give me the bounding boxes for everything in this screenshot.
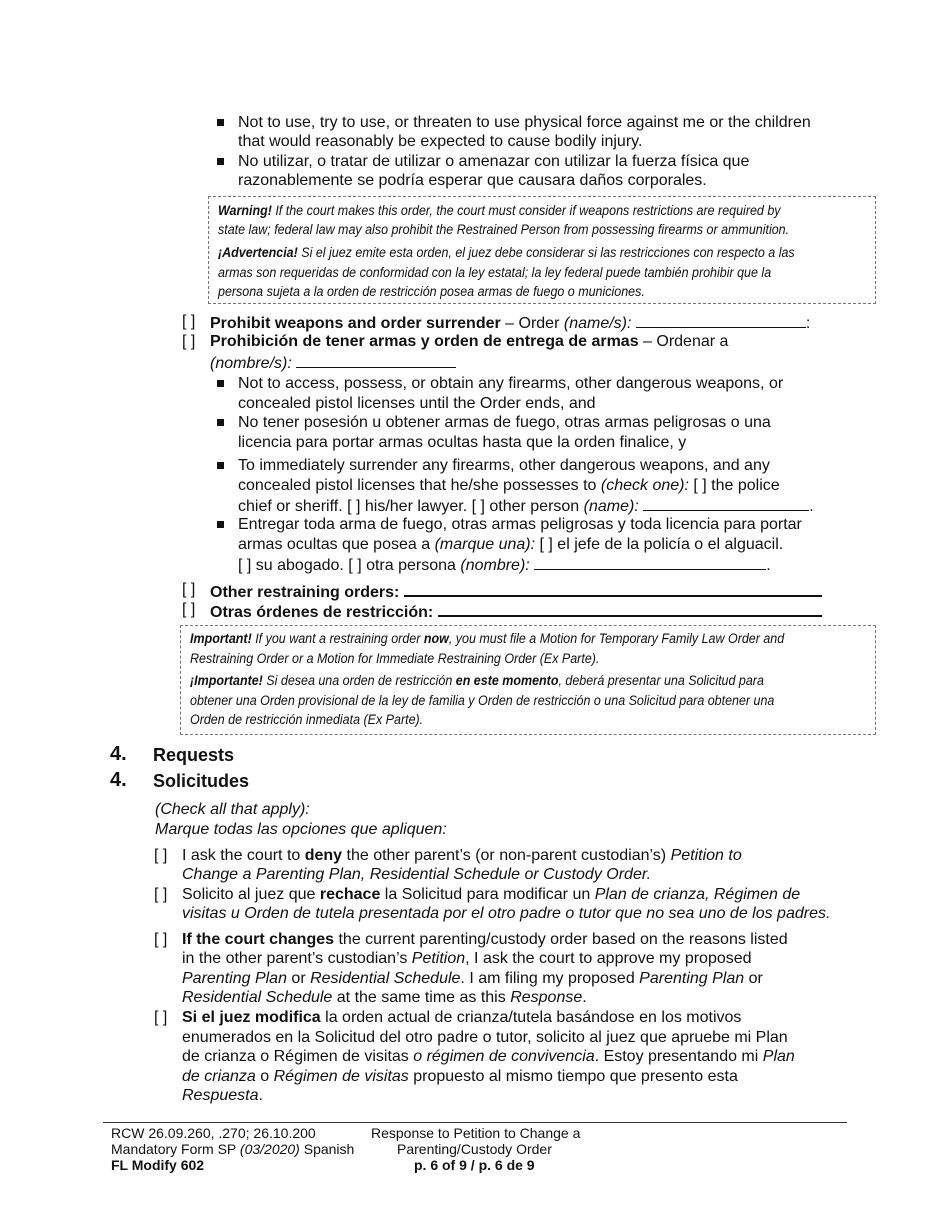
changes-text-es: enumerados en la Solicitud del otro padre o tutor, solicito al juez que apruebe mi Plan <box>182 1029 788 1046</box>
bullet-text: No utilizar, o tratar de utilizar o amenazar con utilizar la fuerza física que <box>238 153 750 170</box>
bullet-text: Entregar toda arma de fuego, otras armas peligrosas y toda licencia para portar <box>238 516 802 533</box>
changes-text-es: de crianza o Régimen de visitas propuesto al mismo tiempo que presento esta <box>182 1068 738 1085</box>
footer-title: Parenting/Custody Order <box>397 1141 552 1157</box>
changes-text: Residential Schedule at the same time as this Response. <box>182 989 587 1006</box>
bullet-text: concealed pistol licenses that he/she possesses to (check one): [ ] the police <box>238 477 780 494</box>
bullet-marker <box>217 119 224 126</box>
other-person-field[interactable] <box>643 495 809 511</box>
important-text-es: Orden de restricción inmediata (Ex Parte). <box>190 712 424 728</box>
section-title-es: Solicitudes <box>153 771 250 791</box>
bullet-marker <box>217 380 224 387</box>
section-number: 4. <box>110 743 127 765</box>
important-text-es: obtener una Orden provisional de la ley de familia y Orden de restricción o una Solicitud para obtener una <box>190 693 775 709</box>
bullet-marker <box>217 158 224 165</box>
footer-title: Response to Petition to Change a <box>371 1125 581 1141</box>
bullet-text: Not to access, possess, or obtain any firearms, other dangerous weapons, or <box>238 375 784 392</box>
check-instruction: (Check all that apply): <box>155 801 310 818</box>
other-orders-checkbox-es[interactable]: [ ] <box>182 601 196 618</box>
bullet-text: No tener posesión u obtener armas de fuego, otras armas peligrosas o una <box>238 414 771 431</box>
weapons-checkbox-es[interactable]: [ ] <box>182 333 196 350</box>
warning-text-en: state law; federal law may also prohibit the Restrained Person from possessing firearms or ammunition. <box>218 222 790 238</box>
bullet-text: razonablemente se podría esperar que causara daños corporales. <box>238 172 707 189</box>
changes-text-es: Respuesta. <box>182 1087 263 1104</box>
changes-text: in the other parent’s custodian’s Petition, I ask the court to approve my proposed <box>182 950 752 967</box>
changes-checkbox-es[interactable]: [ ] <box>154 1009 168 1026</box>
footer-form: Mandatory Form SP (03/2020) Spanish <box>111 1141 355 1157</box>
section-number: 4. <box>110 769 127 791</box>
bullet-text: that would reasonably be expected to cause bodily injury. <box>238 133 643 150</box>
footer-form-id: FL Modify 602 <box>111 1157 205 1173</box>
important-text-en: Important! If you want a restraining order now, you must file a Motion for Temporary Family Law Order and <box>190 631 785 647</box>
warning-text-es: persona sujeta a la orden de restricción posea armas de fuego o municiones. <box>218 284 645 300</box>
page-number: p. 6 of 9 / p. 6 de 9 <box>414 1157 535 1173</box>
changes-text: Parenting Plan or Residential Schedule. I am filing my proposed Parenting Plan or <box>182 970 763 987</box>
weapons-checkbox[interactable]: [ ] <box>182 313 196 330</box>
weapons-name-field[interactable] <box>636 312 806 328</box>
bullet-text: [ ] su abogado. [ ] otra persona (nombre): . <box>238 554 771 575</box>
section-title: Requests <box>153 745 235 765</box>
changes-checkbox[interactable]: [ ] <box>154 931 168 948</box>
footer-rule <box>103 1122 847 1123</box>
police-checkbox[interactable]: [ ] <box>693 477 707 494</box>
other-orders-field[interactable] <box>404 580 822 597</box>
check-instruction-es: Marque todas las opciones que apliquen: <box>155 821 447 838</box>
changes-text-es: Si el juez modifica la orden actual de crianza/tutela basándose en los motivos <box>182 1009 742 1026</box>
warning-text-es: armas son requeridas de conformidad con la ley estatal; la ley federal puede también prohibir que la <box>218 265 772 281</box>
deny-checkbox-es[interactable]: [ ] <box>154 886 168 903</box>
bullet-text: chief or sheriff. [ ] his/her lawyer. [ ] other person (name): . <box>238 495 814 516</box>
bullet-text: To immediately surrender any firearms, other dangerous weapons, and any <box>238 457 770 474</box>
weapons-label-en: Prohibit weapons and order surrender – Order (name/s): : <box>210 312 810 333</box>
warning-text-es: ¡Advertencia! Si el juez emite esta orden, el juez debe considerar si las restricciones con respecto a las <box>218 245 795 261</box>
other-orders-checkbox[interactable]: [ ] <box>182 581 196 598</box>
footer-statute: RCW 26.09.260, .270; 26.10.200 <box>111 1125 316 1141</box>
weapons-name-field-es[interactable] <box>296 352 456 368</box>
weapons-name-es: (nombre/s): <box>210 352 456 373</box>
bullet-text: Not to use, try to use, or threaten to use physical force against me or the children <box>238 114 811 131</box>
deny-text-es: visitas u Orden de tutela presentada por el otro padre o tutor que no sea uno de los padres. <box>182 905 831 922</box>
weapons-label-es: Prohibición de tener armas y orden de entrega de armas – Ordenar a <box>210 333 729 350</box>
other-orders-field-es[interactable] <box>438 600 822 617</box>
police-checkbox-es[interactable]: [ ] <box>539 536 553 553</box>
bullet-text: armas ocultas que posea a (marque una): [ ] el jefe de la policía o el alguacil. <box>238 536 784 553</box>
deny-text-es: Solicito al juez que rechace la Solicitud para modificar un Plan de crianza, Régimen de <box>182 886 801 903</box>
changes-text: If the court changes the current parenting/custody order based on the reasons listed <box>182 931 788 948</box>
important-text-en: Restraining Order or a Motion for Immediate Restraining Order (Ex Parte). <box>190 651 600 667</box>
bullet-marker <box>217 419 224 426</box>
changes-text-es: de crianza o Régimen de visitas o régimen de convivencia. Estoy presentando mi Plan <box>182 1048 795 1065</box>
important-text-es: ¡Importante! Si desea una orden de restricción en este momento, deberá presentar una Solicitud para <box>190 673 764 689</box>
other-person-field-es[interactable] <box>534 554 766 570</box>
bullet-marker <box>217 521 224 528</box>
bullet-text: licencia para portar armas ocultas hasta que la orden finalice, y <box>238 434 687 451</box>
deny-text: I ask the court to deny the other parent’s (or non-parent custodian’s) Petition to <box>182 847 742 864</box>
deny-text: Change a Parenting Plan, Residential Schedule or Custody Order. <box>182 866 652 883</box>
bullet-marker <box>217 462 224 469</box>
warning-text-en: Warning! If the court makes this order, the court must consider if weapons restrictions are required by <box>218 203 781 219</box>
other-orders-label: Other restraining orders: <box>210 580 822 602</box>
deny-checkbox[interactable]: [ ] <box>154 847 168 864</box>
bullet-text: concealed pistol licenses until the Order ends, and <box>238 395 596 412</box>
other-orders-label-es: Otras órdenes de restricción: <box>210 600 822 622</box>
